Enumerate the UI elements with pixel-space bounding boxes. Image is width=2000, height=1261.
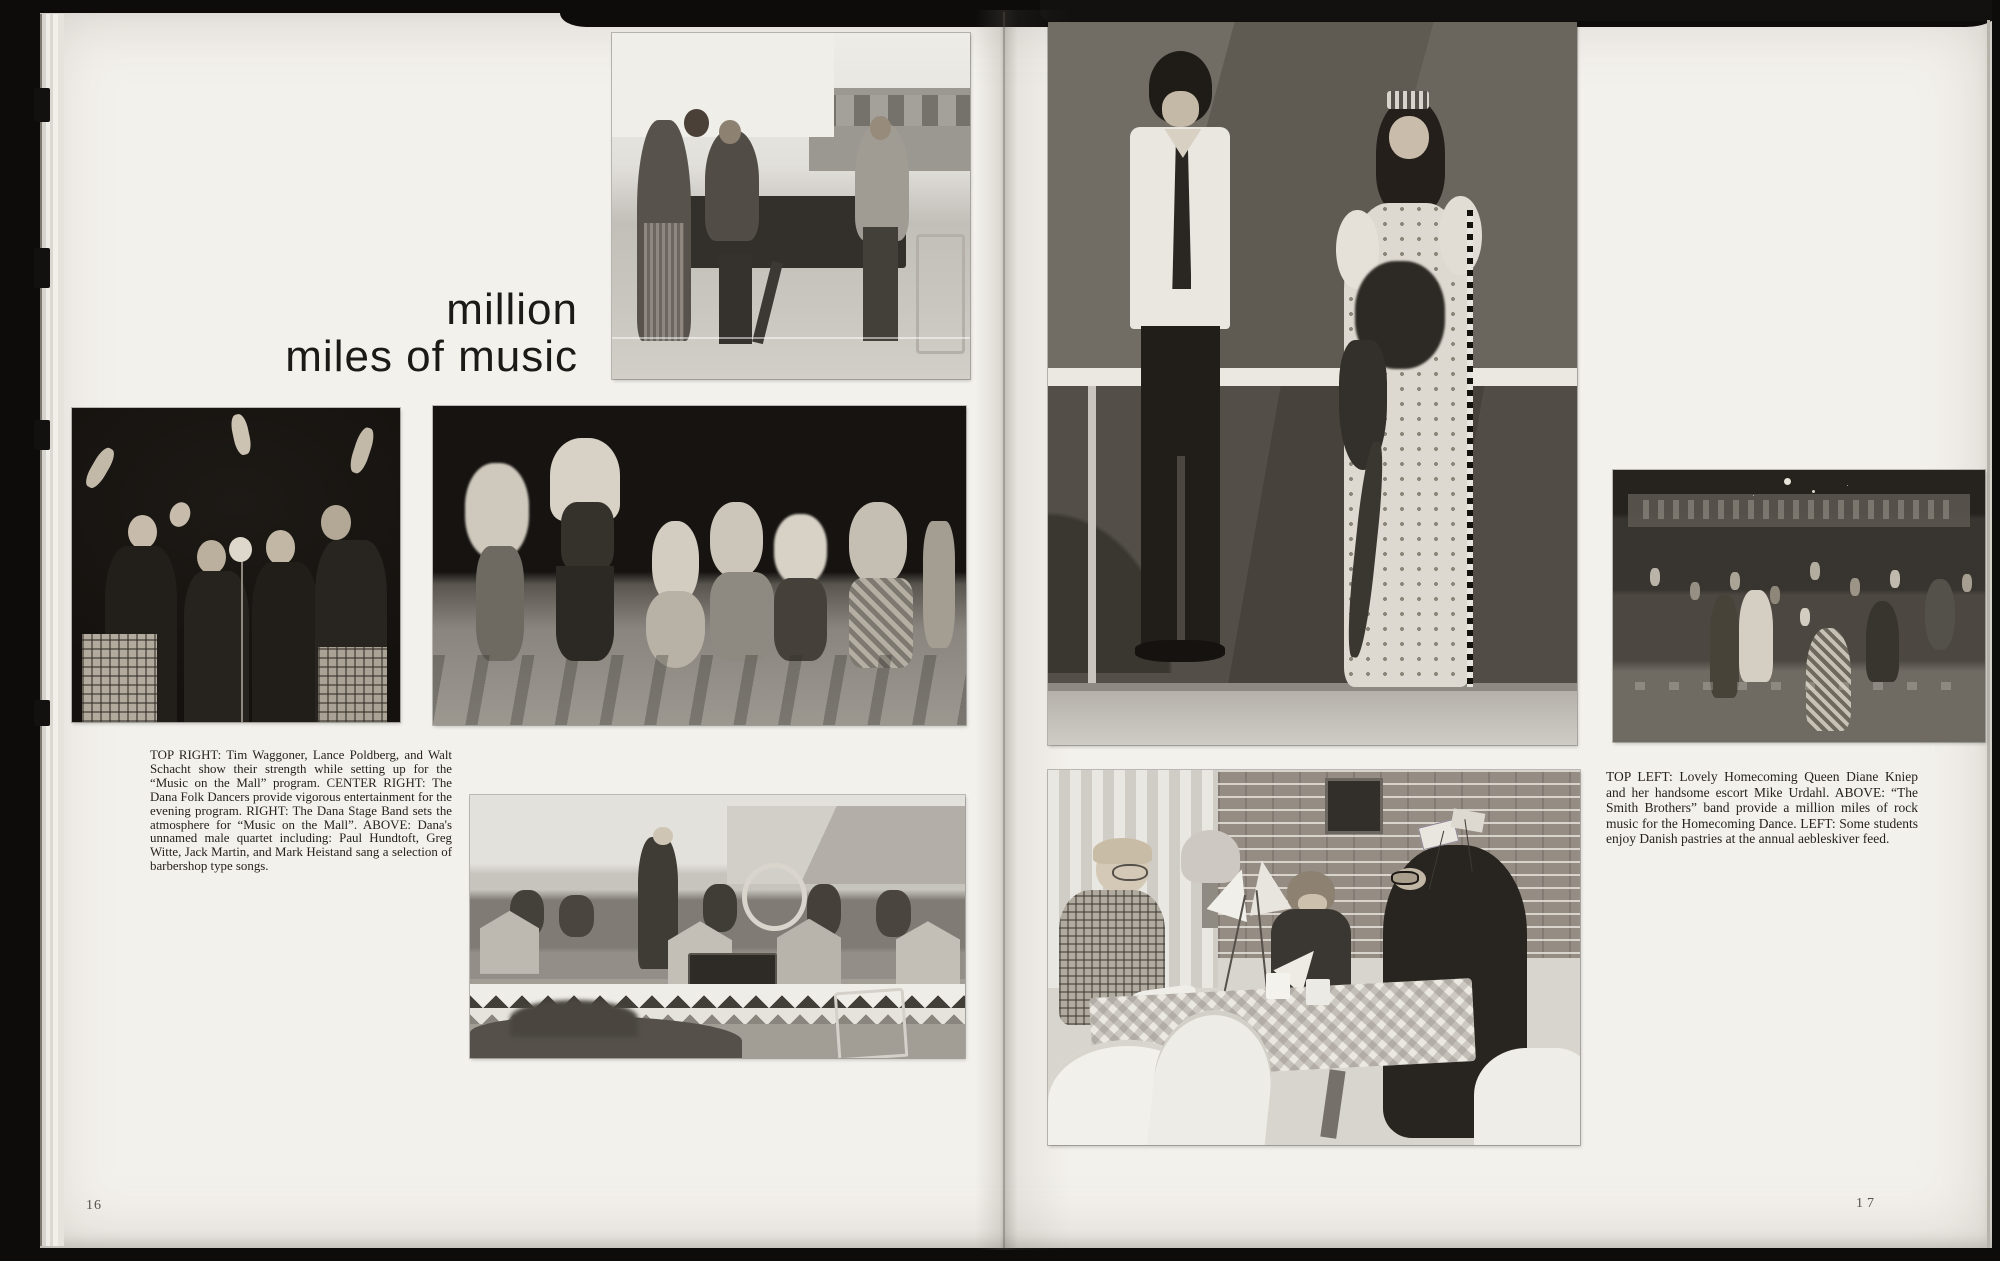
page-edge-stack — [40, 14, 64, 1246]
male-quartet-singing-photo — [72, 408, 400, 722]
page-number-17: 17 — [1856, 1196, 1878, 1211]
students-at-table-photo — [1048, 770, 1580, 1145]
right-page-caption: TOP LEFT: Lovely Homecoming Queen Diane Kniep and her handsome escort Mike Urdahl. ABOVE: “The Smith Brothers” band provide a million miles of rock music for the Homecoming Dance. LEFT: Some students enjoy Danish pastries at the annual aebleskiver feed. — [1606, 769, 1918, 847]
book-top-edge — [1040, 0, 2000, 21]
book-gutter-line — [1003, 12, 1005, 1248]
book-top-edge — [0, 0, 640, 13]
page-title-line1: million — [446, 285, 578, 334]
binding-mark — [34, 88, 50, 122]
homecoming-dance-crowd-photo — [1613, 470, 1985, 742]
page-number-16: 16 — [86, 1198, 102, 1213]
book-right-edge — [1992, 0, 2000, 1261]
homecoming-queen-and-escort-photo — [1048, 22, 1577, 745]
page-right-edge — [1987, 20, 1990, 1248]
left-page-caption: TOP RIGHT: Tim Waggoner, Lance Poldberg, and Walt Schacht show their strength while setting up for the “Music on the Mall” program. CENTER RIGHT: The Dana Folk Dancers provide vigorous entertainment for the evening program. RIGHT: The Dana Stage Band sets the atmosphere for “Music on the Mall”. ABOVE: Dana's unnamed male quartet including: Paul Hundtoft, Greg Witte, Jack Martin, and Mark Heistand sang a selection of barbershop type songs. — [150, 748, 452, 874]
page-title-line2: miles of music — [285, 332, 578, 381]
folk-dancers-photo — [433, 406, 966, 725]
stage-band-photo — [470, 795, 965, 1058]
binding-mark — [34, 248, 50, 288]
page-title — [240, 286, 578, 380]
students-carrying-piano-photo — [612, 33, 970, 379]
binding-mark — [34, 420, 50, 450]
binding-mark — [34, 700, 50, 726]
